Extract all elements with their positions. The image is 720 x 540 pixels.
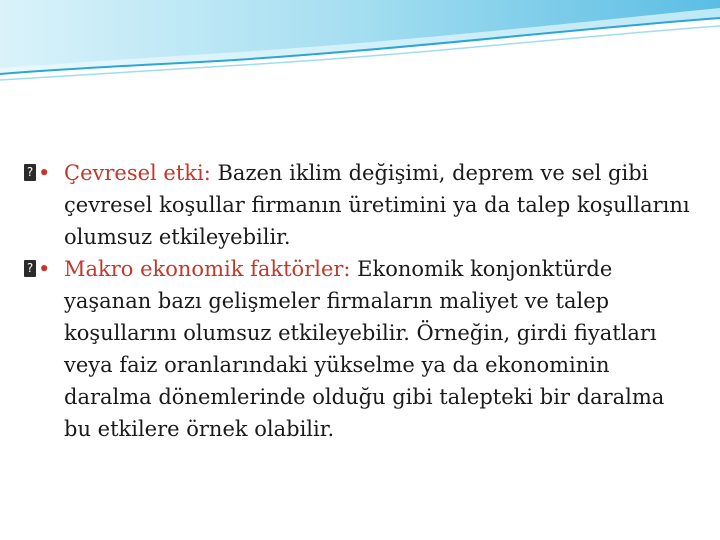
missing-glyph-icon: ? xyxy=(24,164,36,181)
bullet-dot-icon: • xyxy=(38,257,51,281)
bullet-term: Makro ekonomik faktörler: xyxy=(64,257,351,281)
bullet-marker xyxy=(24,157,50,189)
bullet-item-environmental-effect xyxy=(24,157,694,253)
bullet-marker xyxy=(24,253,50,285)
header-wave-decoration xyxy=(0,0,720,90)
bullet-dot-icon: • xyxy=(38,161,51,185)
bullet-item-macroeconomic-factors xyxy=(24,253,694,445)
slide-body xyxy=(24,157,694,445)
bullet-term: Çevresel etki: xyxy=(64,161,211,185)
bullet-text: Ekonomik konjonktürde yaşanan bazı gelişmeler firmaların maliyet ve talep koşullarını olumsuz etkileyebilir. Örneğin, girdi fiyatları veya faiz oranlarındaki yükselme ya da ekonominin daralma dönemlerinde olduğu gibi talepteki bir daralma bu etkilere örnek olabilir. xyxy=(64,257,665,441)
missing-glyph-icon: ? xyxy=(24,260,36,277)
bullet-text: Bazen iklim değişimi, deprem ve sel gibi çevresel koşullar firmanın üretimini ya da talep koşullarını olumsuz etkileyebilir. xyxy=(64,161,690,249)
